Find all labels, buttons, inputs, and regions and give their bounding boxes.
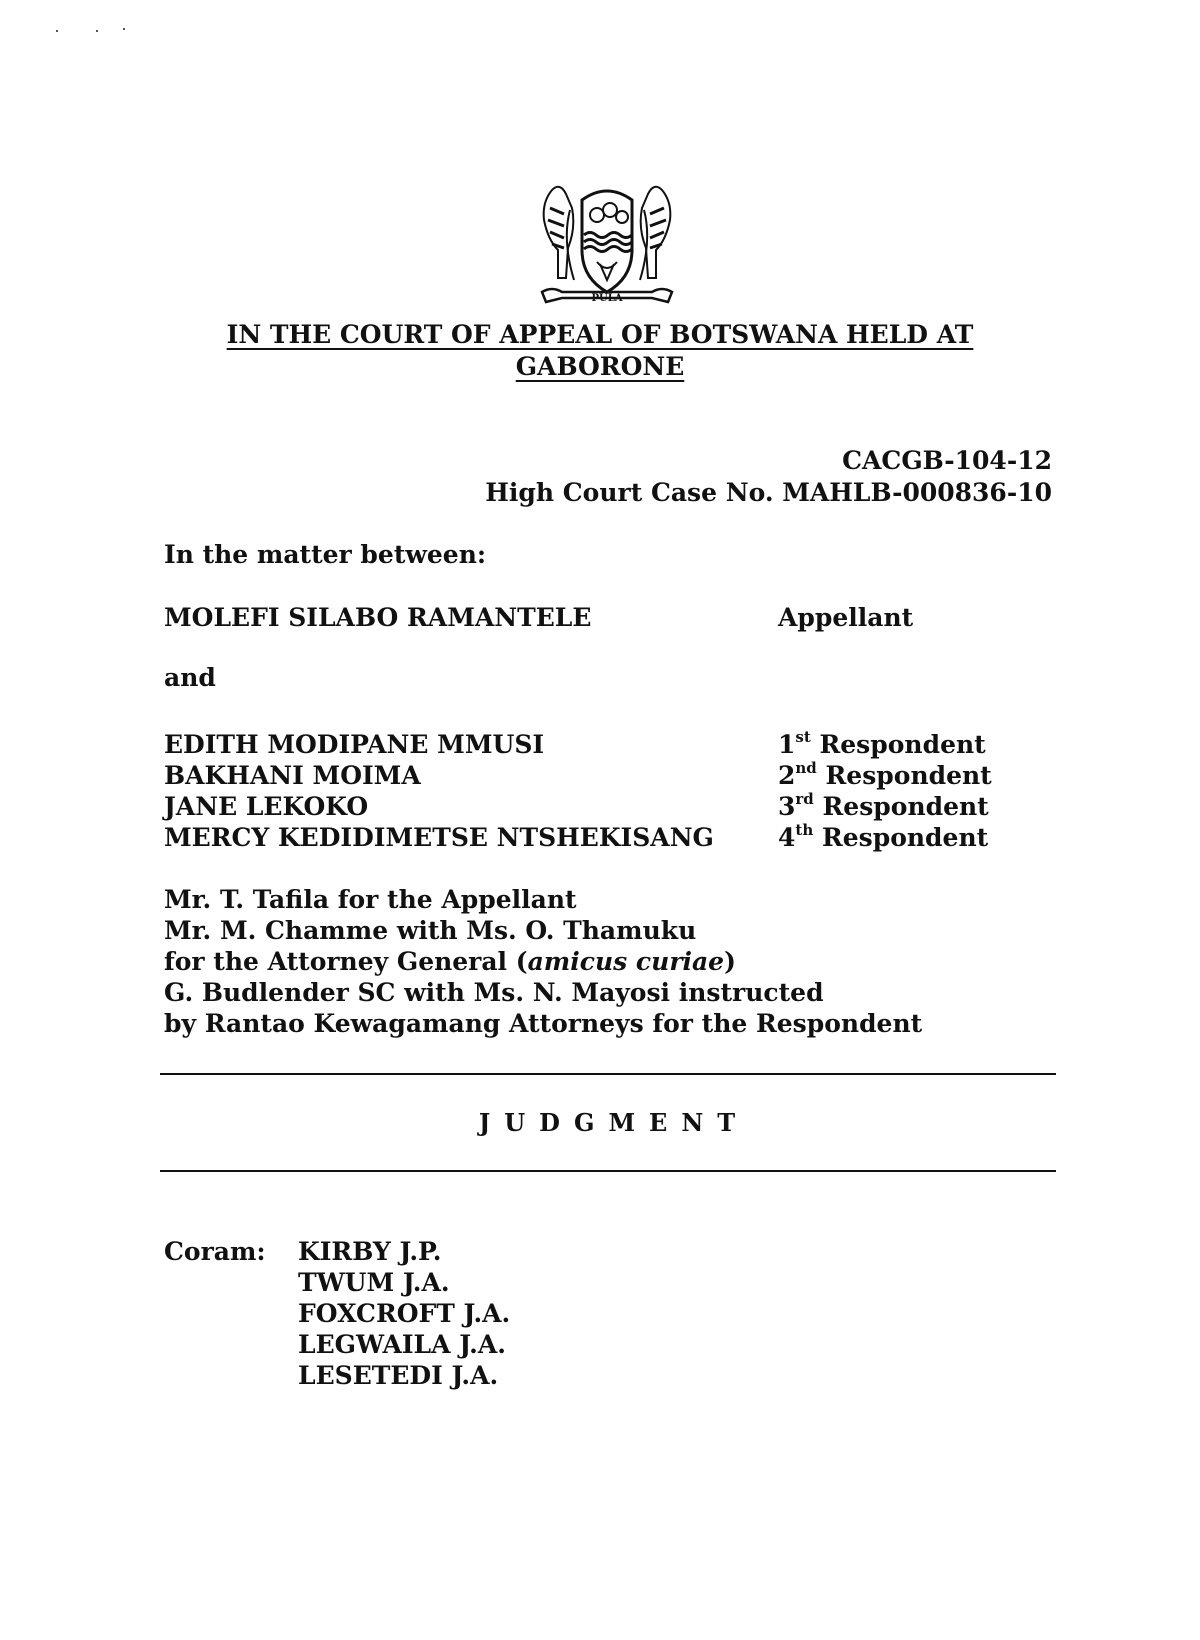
- respondent-name: JANE LEKOKO: [164, 792, 369, 821]
- respondent-role: 3rd Respondent: [778, 789, 989, 821]
- coat-of-arms-icon: [512, 180, 702, 318]
- coram-judge: FOXCROFT J.A.: [298, 1299, 511, 1328]
- court-title-line1: IN THE COURT OF APPEAL OF BOTSWANA HELD AT: [226, 320, 974, 349]
- scan-speck: [56, 30, 58, 32]
- divider-top: [160, 1073, 1056, 1075]
- counsel-line: for the Attorney General (amicus curiae): [164, 947, 736, 976]
- respondent-role: 2nd Respondent: [778, 758, 992, 790]
- judgment-heading: JUDGMENT: [478, 1108, 750, 1137]
- matter-intro: In the matter between:: [164, 540, 487, 569]
- appellant-role: Appellant: [778, 603, 914, 632]
- coram-judge: TWUM J.A.: [298, 1268, 450, 1297]
- coram-judge: LEGWAILA J.A.: [298, 1330, 506, 1359]
- case-number: CACGB-104-12: [842, 446, 1052, 475]
- svg-text:PULA: PULA: [591, 293, 623, 304]
- coram-label: Coram:: [164, 1237, 266, 1266]
- respondent-role: 4th Respondent: [778, 820, 989, 852]
- scan-speck: [123, 28, 125, 30]
- scan-speck: [96, 30, 98, 32]
- appellant-name: MOLEFI SILABO RAMANTELE: [164, 603, 592, 632]
- respondent-role: 1st Respondent: [778, 727, 986, 759]
- counsel-line: G. Budlender SC with Ms. N. Mayosi instructed: [164, 978, 824, 1007]
- coram-judge: LESETEDI J.A.: [298, 1361, 499, 1390]
- divider-bottom: [160, 1170, 1056, 1172]
- and-label: and: [164, 663, 216, 692]
- coram-judge: KIRBY J.P.: [298, 1237, 442, 1266]
- counsel-line: Mr. M. Chamme with Ms. O. Thamuku: [164, 916, 697, 945]
- counsel-line: Mr. T. Tafila for the Appellant: [164, 885, 577, 914]
- respondent-name: BAKHANI MOIMA: [164, 761, 421, 790]
- counsel-line: by Rantao Kewagamang Attorneys for the Respondent: [164, 1009, 923, 1038]
- high-court-case-number: High Court Case No. MAHLB-000836-10: [485, 478, 1052, 507]
- court-title-line2: GABORONE: [515, 352, 685, 381]
- respondent-name: MERCY KEDIDIMETSE NTSHEKISANG: [164, 823, 714, 852]
- respondent-name: EDITH MODIPANE MMUSI: [164, 730, 545, 759]
